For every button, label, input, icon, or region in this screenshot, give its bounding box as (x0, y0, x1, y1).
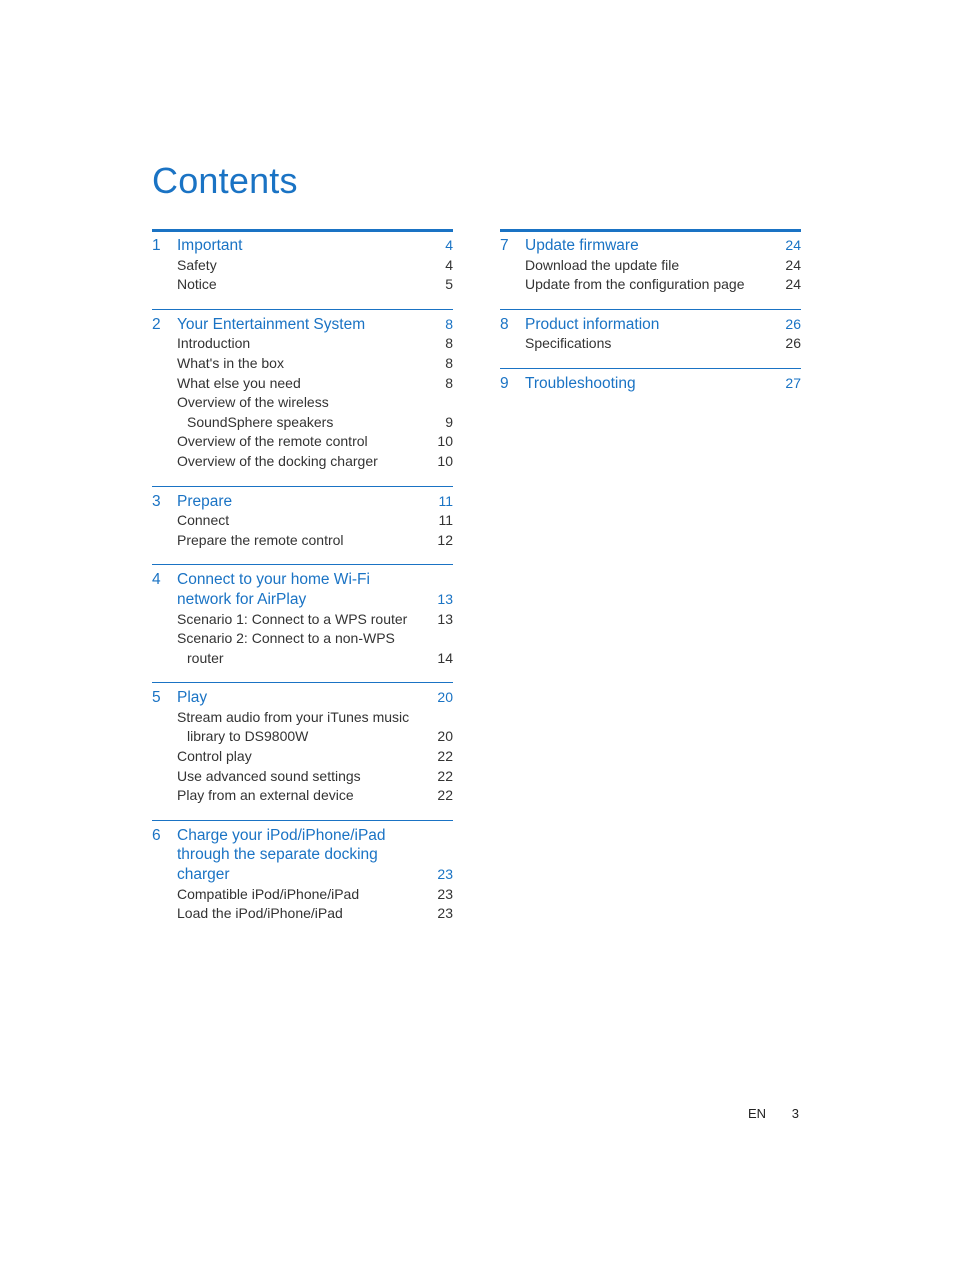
toc-chapter-heading[interactable] (152, 492, 453, 512)
toc-section (152, 564, 453, 682)
toc-entry[interactable] (152, 531, 453, 551)
chapter-page-number: 13 (437, 590, 453, 607)
toc-entry[interactable] (152, 354, 453, 374)
entry-title (177, 374, 437, 394)
chapter-title: Troubleshooting (525, 374, 636, 392)
entry-title (177, 393, 437, 432)
chapter-page-number: 24 (785, 237, 801, 253)
toc-entry[interactable] (500, 334, 801, 354)
entry-title-continuation: router (187, 649, 224, 666)
entry-title (177, 629, 429, 668)
toc-chapter-heading[interactable] (500, 315, 801, 335)
page-footer (748, 1106, 799, 1121)
entry-title-line: Load the iPod/iPhone/iPad (177, 905, 343, 922)
entry-page-number: 22 (437, 748, 453, 765)
entry-page-number: 8 (445, 354, 453, 371)
toc-chapter-heading[interactable] (152, 315, 453, 335)
entry-page-number: 23 (437, 885, 453, 902)
toc-entry[interactable] (152, 334, 453, 354)
entry-title-line: Introduction (177, 335, 251, 352)
toc-entry[interactable] (152, 747, 453, 767)
toc-entry[interactable] (152, 904, 453, 924)
chapter-number: 4 (152, 571, 161, 589)
toc-entry[interactable] (152, 610, 453, 630)
entry-page-number: 24 (785, 256, 801, 273)
chapter-number: 5 (152, 689, 161, 707)
chapter-title: Play (177, 689, 208, 707)
toc-chapter-heading[interactable] (152, 590, 453, 610)
entry-title-line: Scenario 2: Connect to a non-WPS (177, 630, 395, 647)
entry-title (177, 904, 429, 924)
entry-title-line: Stream audio from your iTunes music (177, 708, 410, 725)
chapter-page-number: 4 (445, 237, 453, 253)
toc-section (152, 682, 453, 820)
entry-title-line: Download the update file (525, 256, 680, 273)
entry-title (177, 531, 429, 551)
toc-entry[interactable] (500, 256, 801, 276)
entry-title-line: Connect (177, 512, 230, 529)
chapter-number: 2 (152, 315, 161, 333)
entry-title-line: Play from an external device (177, 787, 354, 804)
entry-title-line: Scenario 1: Connect to a WPS router (177, 610, 408, 627)
chapter-number: 1 (152, 237, 161, 254)
entry-title (177, 767, 429, 787)
entry-title (177, 275, 437, 295)
entry-page-number: 8 (445, 335, 453, 352)
entry-title (177, 452, 429, 472)
entry-title-line: Control play (177, 748, 252, 765)
entry-page-number: 14 (437, 649, 453, 666)
toc-section (152, 229, 453, 309)
toc-chapter-heading[interactable] (152, 826, 453, 846)
entry-title (177, 354, 437, 374)
entry-title (177, 708, 429, 747)
toc-chapter-heading[interactable] (500, 374, 801, 394)
toc-column-right (500, 229, 801, 408)
toc-entry[interactable] (152, 708, 453, 747)
entry-title-line: What's in the box (177, 354, 284, 371)
toc-column-left (152, 229, 453, 938)
chapter-title: charger (177, 866, 230, 884)
entry-title-line: Update from the configuration page (525, 276, 745, 293)
chapter-page-number: 26 (785, 315, 801, 332)
toc-section (500, 309, 801, 368)
entry-title-line: Use advanced sound settings (177, 767, 361, 784)
entry-title (177, 786, 429, 806)
entry-page-number: 4 (445, 256, 453, 273)
entry-page-number: 26 (785, 335, 801, 352)
entry-title-line: Compatible iPod/iPhone/iPad (177, 885, 360, 902)
chapter-title: Important (177, 237, 243, 254)
entry-title (525, 334, 777, 354)
footer-page-number: 3 (791, 1106, 799, 1121)
entry-title-line: Safety (177, 256, 217, 273)
entry-title (525, 256, 777, 276)
chapter-title: Charge your iPod/iPhone/iPad (177, 826, 386, 844)
toc-section (152, 486, 453, 565)
toc-section (500, 368, 801, 408)
entry-title-line: Prepare the remote control (177, 531, 344, 548)
entry-title-continuation: SoundSphere speakers (187, 413, 334, 430)
entry-title (177, 610, 429, 630)
toc-entry[interactable] (152, 452, 453, 472)
entry-title-continuation: library to DS9800W (187, 728, 309, 745)
entry-page-number: 24 (785, 276, 801, 293)
toc-entry[interactable] (152, 393, 453, 432)
entry-page-number: 22 (437, 787, 453, 804)
entry-page-number: 12 (437, 531, 453, 548)
chapter-page-number: 20 (437, 689, 453, 706)
toc-entry[interactable] (500, 275, 801, 295)
entry-page-number: 5 (445, 276, 453, 293)
toc-entry[interactable] (152, 275, 453, 295)
toc-chapter-heading[interactable] (152, 845, 453, 865)
toc-entry[interactable] (152, 786, 453, 806)
chapter-page-number: 23 (437, 866, 453, 883)
entry-page-number: 10 (437, 433, 453, 450)
toc-entry[interactable] (152, 885, 453, 905)
toc-entry[interactable] (152, 511, 453, 531)
chapter-number: 6 (152, 826, 161, 844)
entry-page-number: 8 (445, 374, 453, 391)
entry-title (177, 432, 429, 452)
entry-title (177, 511, 430, 531)
chapter-title: network for AirPlay (177, 590, 307, 608)
chapter-title: Update firmware (525, 237, 639, 254)
entry-page-number: 22 (437, 767, 453, 784)
chapter-number: 3 (152, 492, 161, 510)
toc-section (152, 309, 453, 486)
entry-page-number: 10 (437, 452, 453, 469)
toc-chapter-heading[interactable] (500, 236, 801, 256)
entry-title (177, 256, 437, 276)
footer-language: EN (748, 1106, 767, 1121)
toc-entry[interactable] (152, 629, 453, 668)
entry-title-line: Notice (177, 276, 217, 293)
chapter-title: Connect to your home Wi-Fi (177, 571, 370, 589)
entry-page-number: 11 (438, 512, 453, 529)
entry-title-line: Overview of the remote control (177, 433, 368, 450)
chapter-page-number: 27 (785, 374, 801, 391)
entry-title-line: Overview of the wireless (177, 394, 329, 411)
page-title: Contents (152, 160, 298, 201)
entry-title-line: Overview of the docking charger (177, 452, 378, 469)
chapter-title: Prepare (177, 492, 233, 510)
chapter-number: 7 (500, 237, 509, 254)
chapter-title: through the separate docking (177, 846, 378, 864)
toc-entry[interactable] (152, 256, 453, 276)
toc-chapter-heading[interactable] (152, 688, 453, 708)
chapter-page-number: 11 (438, 492, 453, 509)
toc-section (152, 820, 453, 938)
entry-page-number: 9 (445, 413, 453, 430)
entry-title (177, 747, 429, 767)
toc-entry[interactable] (152, 767, 453, 787)
entry-title (177, 334, 437, 354)
chapter-number: 9 (500, 374, 509, 392)
toc-chapter-heading[interactable] (152, 570, 453, 590)
entry-title-line: Specifications (525, 335, 612, 352)
entry-title (177, 885, 429, 905)
toc-entry[interactable] (152, 432, 453, 452)
chapter-title: Your Entertainment System (177, 315, 366, 333)
toc-chapter-heading[interactable] (152, 236, 453, 256)
chapter-page-number: 8 (445, 315, 453, 332)
entry-page-number: 20 (437, 728, 453, 745)
toc-entry[interactable] (152, 374, 453, 394)
entry-page-number: 23 (437, 905, 453, 922)
entry-title (525, 275, 777, 295)
chapter-number: 8 (500, 315, 509, 333)
toc-chapter-heading[interactable] (152, 865, 453, 885)
toc-section (500, 229, 801, 309)
chapter-title: Product information (525, 315, 660, 333)
entry-title-line: What else you need (177, 374, 301, 391)
entry-page-number: 13 (437, 610, 453, 627)
